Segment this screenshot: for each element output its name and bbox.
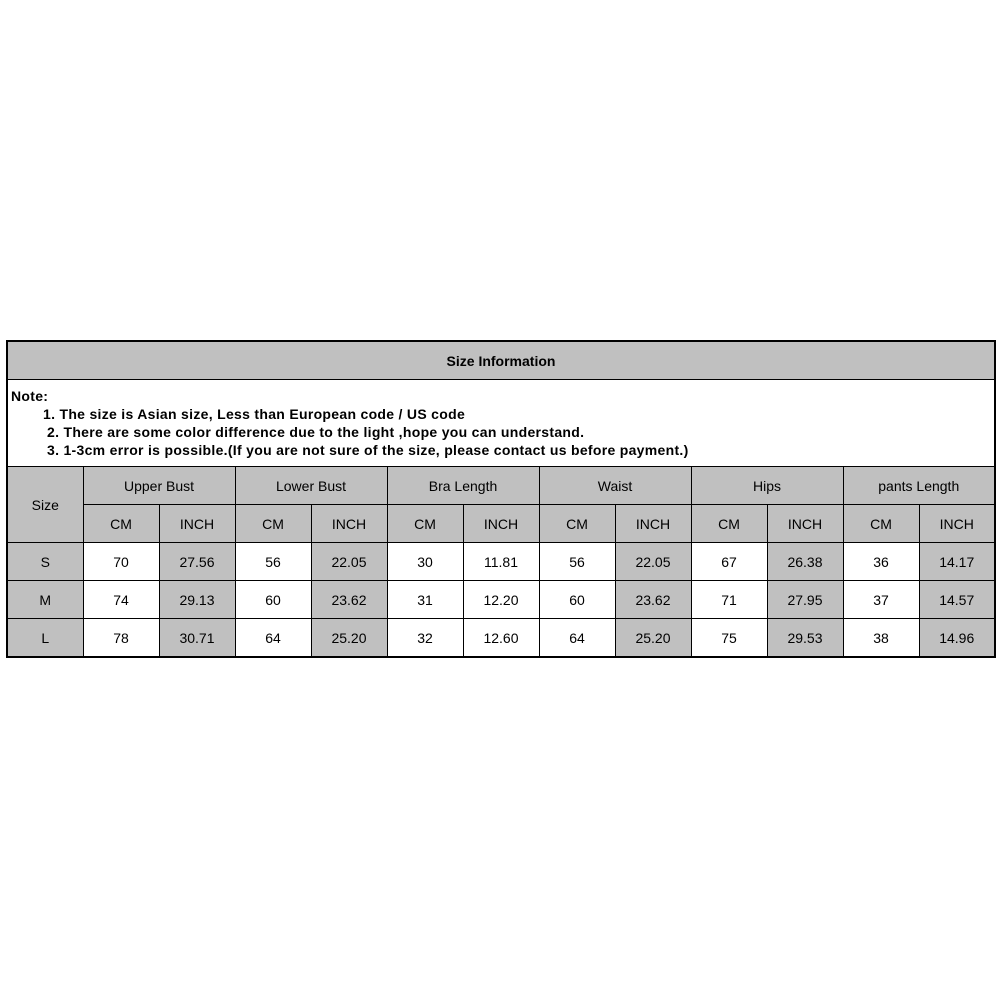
- inch-cell: 29.13: [159, 581, 235, 619]
- cm-cell: 75: [691, 619, 767, 658]
- unit-header-inch: INCH: [159, 505, 235, 543]
- table-row: [7, 581, 995, 619]
- cm-cell: 31: [387, 581, 463, 619]
- inch-cell: 14.17: [919, 543, 995, 581]
- cm-cell: 56: [235, 543, 311, 581]
- cm-cell: 36: [843, 543, 919, 581]
- note-line: 3. 1-3cm error is possible.(If you are not sure of the size, please contact us before payment.): [47, 442, 689, 458]
- unit-header-cm: CM: [387, 505, 463, 543]
- unit-header-cm: CM: [83, 505, 159, 543]
- size-table: [6, 340, 996, 658]
- inch-cell: 29.53: [767, 619, 843, 658]
- inch-cell: 27.95: [767, 581, 843, 619]
- table-row: [7, 619, 995, 658]
- inch-cell: 25.20: [311, 619, 387, 658]
- cm-cell: 60: [235, 581, 311, 619]
- measurement-header: Waist: [539, 467, 691, 505]
- cm-cell: 71: [691, 581, 767, 619]
- size-column-header: Size: [7, 467, 83, 543]
- inch-cell: 30.71: [159, 619, 235, 658]
- inch-cell: 27.56: [159, 543, 235, 581]
- measurement-header: Upper Bust: [83, 467, 235, 505]
- note-line: 1. The size is Asian size, Less than European code / US code: [43, 406, 466, 422]
- unit-header-inch: INCH: [919, 505, 995, 543]
- inch-cell: 14.57: [919, 581, 995, 619]
- size-label: S: [7, 543, 83, 581]
- size-label: M: [7, 581, 83, 619]
- cm-cell: 37: [843, 581, 919, 619]
- unit-header-inch: INCH: [311, 505, 387, 543]
- measurement-header: pants Length: [843, 467, 995, 505]
- cm-cell: 30: [387, 543, 463, 581]
- inch-cell: 23.62: [615, 581, 691, 619]
- measurement-header: Bra Length: [387, 467, 539, 505]
- inch-cell: 12.60: [463, 619, 539, 658]
- cm-cell: 70: [83, 543, 159, 581]
- note-line: 2. There are some color difference due to the light ,hope you can understand.: [47, 424, 585, 440]
- measurement-header: Lower Bust: [235, 467, 387, 505]
- inch-cell: 26.38: [767, 543, 843, 581]
- size-chart: [6, 340, 994, 658]
- unit-header-cm: CM: [539, 505, 615, 543]
- unit-header-inch: INCH: [767, 505, 843, 543]
- cm-cell: 78: [83, 619, 159, 658]
- inch-cell: 11.81: [463, 543, 539, 581]
- unit-header-cm: CM: [235, 505, 311, 543]
- cm-cell: 32: [387, 619, 463, 658]
- unit-header-inch: INCH: [615, 505, 691, 543]
- note-block: [7, 380, 995, 467]
- cm-cell: 67: [691, 543, 767, 581]
- unit-header-row: [7, 505, 995, 543]
- unit-header-inch: INCH: [463, 505, 539, 543]
- note-heading: Note:: [11, 388, 49, 404]
- inch-cell: 23.62: [311, 581, 387, 619]
- unit-header-cm: CM: [843, 505, 919, 543]
- inch-cell: 22.05: [615, 543, 691, 581]
- inch-cell: 12.20: [463, 581, 539, 619]
- cm-cell: 64: [539, 619, 615, 658]
- size-label: L: [7, 619, 83, 658]
- cm-cell: 64: [235, 619, 311, 658]
- cm-cell: 38: [843, 619, 919, 658]
- inch-cell: 22.05: [311, 543, 387, 581]
- cm-cell: 74: [83, 581, 159, 619]
- measurement-header: Hips: [691, 467, 843, 505]
- inch-cell: 25.20: [615, 619, 691, 658]
- cm-cell: 60: [539, 581, 615, 619]
- table-title: Size Information: [7, 341, 995, 380]
- table-row: [7, 543, 995, 581]
- inch-cell: 14.96: [919, 619, 995, 658]
- cm-cell: 56: [539, 543, 615, 581]
- unit-header-cm: CM: [691, 505, 767, 543]
- measurement-header-row: [7, 467, 995, 505]
